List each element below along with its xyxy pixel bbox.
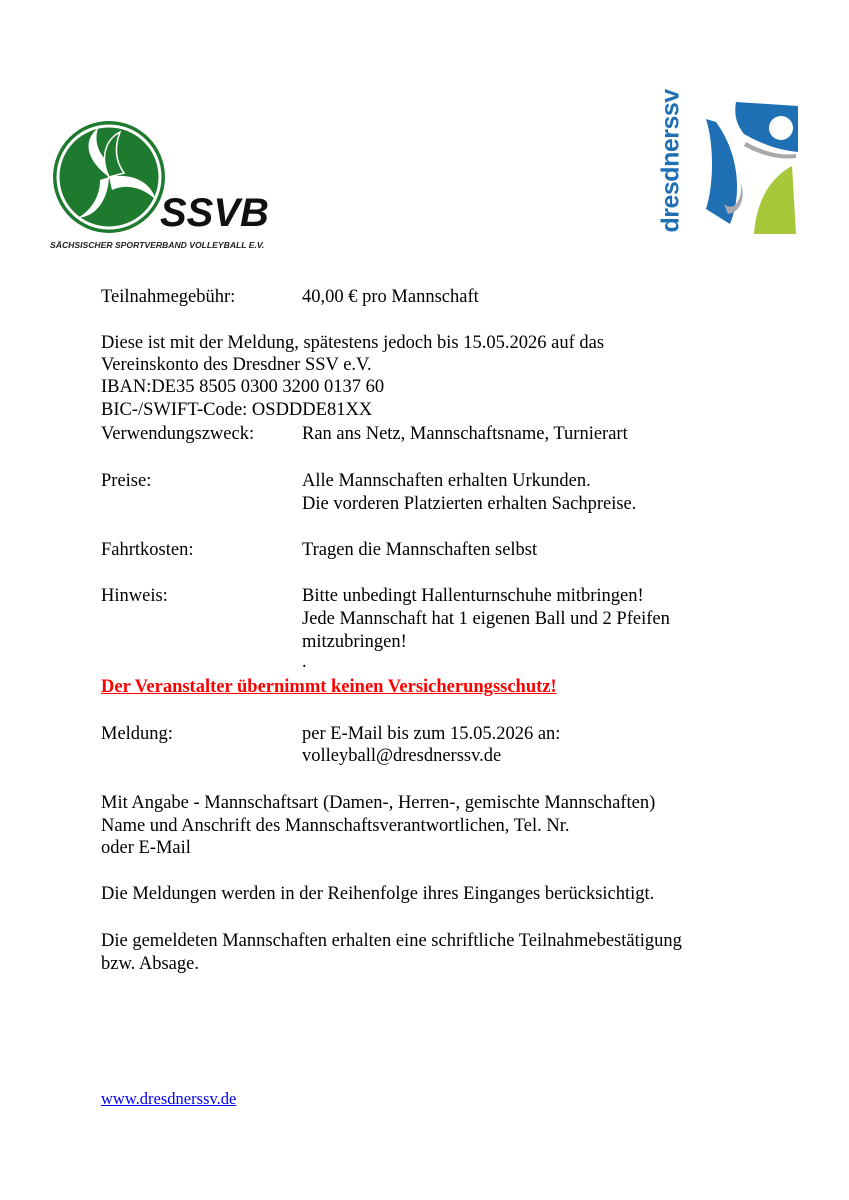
registration-label: Meldung: — [101, 724, 173, 744]
note-line: Bitte unbedingt Hallenturnschuhe mitbringen! — [302, 586, 644, 606]
ssvb-abbr: SSVB — [160, 191, 269, 235]
prizes-line: Die vorderen Platzierten erhalten Sachpreise. — [302, 494, 637, 514]
payment-line: Vereinskonto des Dresdner SSV e.V. — [101, 355, 372, 375]
note-label: Hinweis: — [101, 586, 168, 606]
confirmation-line: Die gemeldeten Mannschaften erhalten eine schriftliche Teilnahmebestätigung — [101, 931, 682, 951]
details-line: Name und Anschrift des Mannschaftsverantwortlichen, Tel. Nr. — [101, 816, 570, 836]
dresdner-ssv-wordmark: dresdnerssv — [656, 89, 685, 233]
details-line: Mit Angabe - Mannschaftsart (Damen-, Herren-, gemischte Mannschaften) — [101, 793, 656, 813]
ssvb-full-name: SÄCHSISCHER SPORTVERBAND VOLLEYBALL E.V. — [50, 240, 265, 250]
payment-line: Diese ist mit der Meldung, spätestens jedoch bis 15.05.2026 auf das — [101, 333, 605, 353]
order-note: Die Meldungen werden in der Reihenfolge ihres Einganges berücksichtigt. — [101, 884, 655, 904]
ssvb-logo — [48, 118, 278, 253]
confirmation-line: bzw. Absage. — [101, 954, 199, 974]
travel-value: Tragen die Mannschaften selbst — [302, 540, 538, 560]
volleyball-icon — [50, 118, 168, 236]
dresdner-ssv-figure-icon — [696, 94, 806, 239]
dresdner-ssv-logo — [656, 89, 800, 242]
purpose-label: Verwendungszweck: — [101, 424, 255, 444]
prizes-label: Preise: — [101, 471, 152, 491]
prizes-line: Alle Mannschaften erhalten Urkunden. — [302, 471, 591, 491]
purpose-value: Ran ans Netz, Mannschaftsname, Turnierart — [302, 424, 628, 444]
details-line: oder E-Mail — [101, 838, 191, 858]
travel-label: Fahrtkosten: — [101, 540, 194, 560]
insurance-warning: Der Veranstalter übernimmt keinen Versicherungsschutz! — [101, 677, 557, 697]
website-link[interactable]: www.dresdnerssv.de — [101, 1089, 237, 1108]
iban: IBAN:DE35 8505 0300 3200 0137 60 — [101, 377, 385, 397]
fee-label: Teilnahmegebühr: — [101, 287, 236, 307]
fee-value: 40,00 € pro Mannschaft — [302, 287, 479, 307]
bic: BIC-/SWIFT-Code: OSDDDE81XX — [101, 400, 373, 420]
registration-line: per E-Mail bis zum 15.05.2026 an: — [302, 724, 561, 744]
note-line: Jede Mannschaft hat 1 eigenen Ball und 2 Pfeifen — [302, 609, 670, 629]
note-line: mitzubringen! — [302, 632, 407, 652]
registration-email: volleyball@dresdnerssv.de — [302, 746, 502, 766]
note-dot: . — [302, 652, 307, 672]
